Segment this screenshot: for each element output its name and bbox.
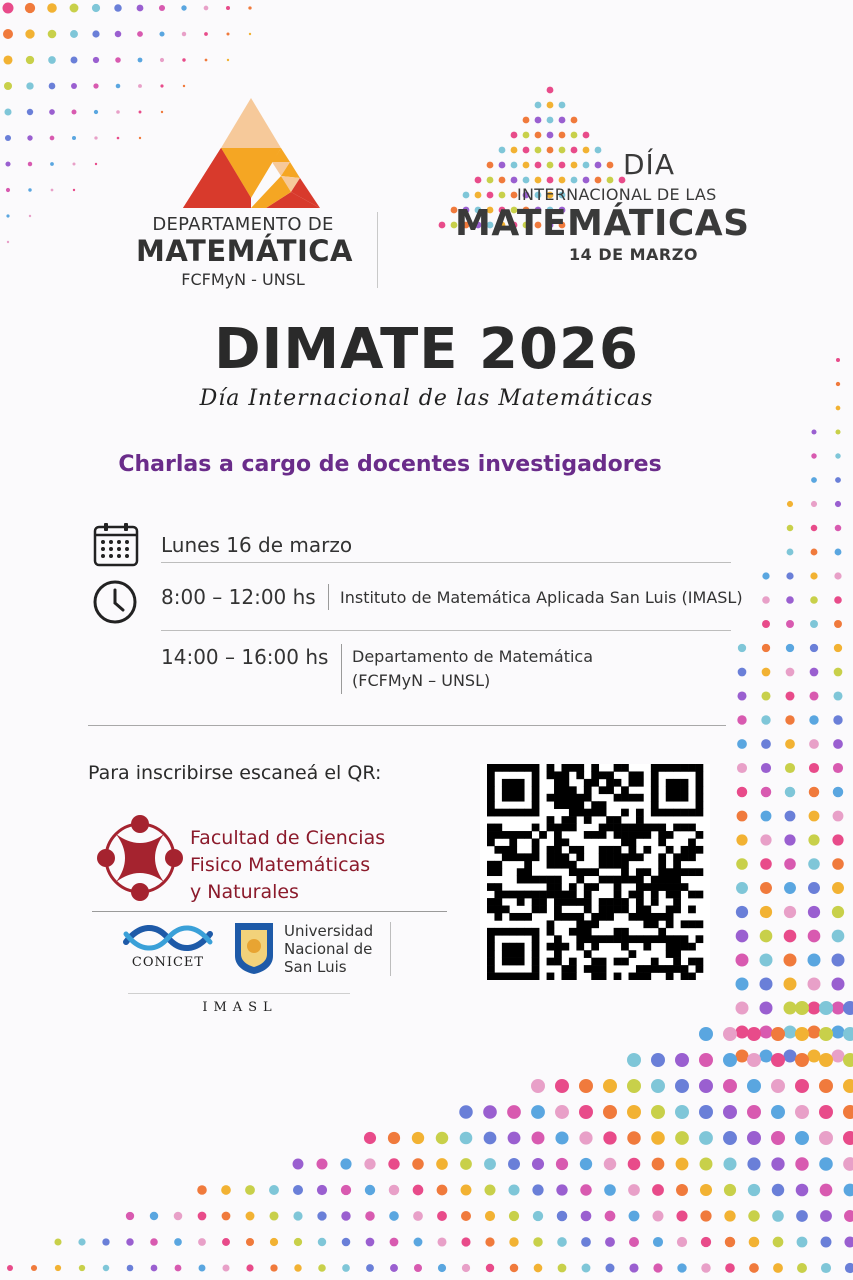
intl-day-line3: MATEMÁTICAS bbox=[455, 203, 750, 244]
faculty-line2: Fisico Matemáticas bbox=[190, 854, 371, 876]
header-divider bbox=[377, 212, 378, 288]
faculty-logo-icon bbox=[94, 812, 186, 904]
unsl-line3: San Luis bbox=[284, 958, 347, 976]
department-line3: FCFMyN - UNSL bbox=[181, 270, 305, 289]
talks-heading: Charlas a cargo de docentes investigadores bbox=[118, 452, 662, 477]
event-date: Lunes 16 de marzo bbox=[161, 533, 353, 557]
intl-day-line2: INTERNACIONAL DE LAS bbox=[517, 185, 717, 204]
unsl-name bbox=[284, 922, 373, 976]
department-line1: DEPARTAMENTO DE bbox=[152, 214, 334, 235]
session2-place-line1: Departamento de Matemática bbox=[352, 647, 594, 666]
faculty-line3: y Naturales bbox=[190, 881, 299, 903]
session2-divider bbox=[341, 644, 342, 694]
event-subtitle: Día Internacional de las Matemáticas bbox=[199, 386, 654, 411]
unsl-line1: Universidad bbox=[284, 922, 374, 940]
unsl-shield-icon bbox=[232, 920, 276, 976]
conicet-logo-icon bbox=[120, 920, 216, 956]
faculty-name bbox=[190, 825, 385, 906]
clock-icon bbox=[92, 579, 138, 625]
imasl-divider bbox=[128, 993, 350, 994]
unsl-line2: Nacional de bbox=[284, 940, 373, 958]
event-title: DIMATE 2026 bbox=[214, 317, 639, 382]
session2-time: 14:00 – 16:00 hs bbox=[161, 645, 329, 669]
department-line2: MATEMÁTICA bbox=[136, 234, 353, 268]
session1-place: Instituto de Matemática Aplicada San Luis (IMASL) bbox=[340, 588, 743, 607]
session1-divider bbox=[328, 584, 329, 610]
conicet-label: CONICET bbox=[131, 955, 205, 970]
qr-code[interactable] bbox=[480, 764, 710, 980]
department-triangle-logo bbox=[178, 96, 324, 210]
calendar-icon bbox=[92, 522, 140, 568]
intl-day-line1: DÍA bbox=[623, 148, 675, 181]
session1-underline bbox=[161, 630, 731, 631]
registration-text: Para inscribirse escaneá el QR: bbox=[88, 762, 382, 784]
intl-day-date: 14 DE MARZO bbox=[569, 245, 698, 264]
sponsor-divider bbox=[92, 911, 447, 912]
date-underline bbox=[161, 562, 731, 563]
faculty-line1: Facultad de Ciencias bbox=[190, 827, 386, 849]
section-divider bbox=[88, 725, 726, 726]
imasl-label: IMASL bbox=[202, 1000, 278, 1015]
unsl-divider bbox=[390, 922, 391, 976]
session2-place-line2: (FCFMyN – UNSL) bbox=[352, 671, 491, 690]
session1-time: 8:00 – 12:00 hs bbox=[161, 585, 316, 609]
